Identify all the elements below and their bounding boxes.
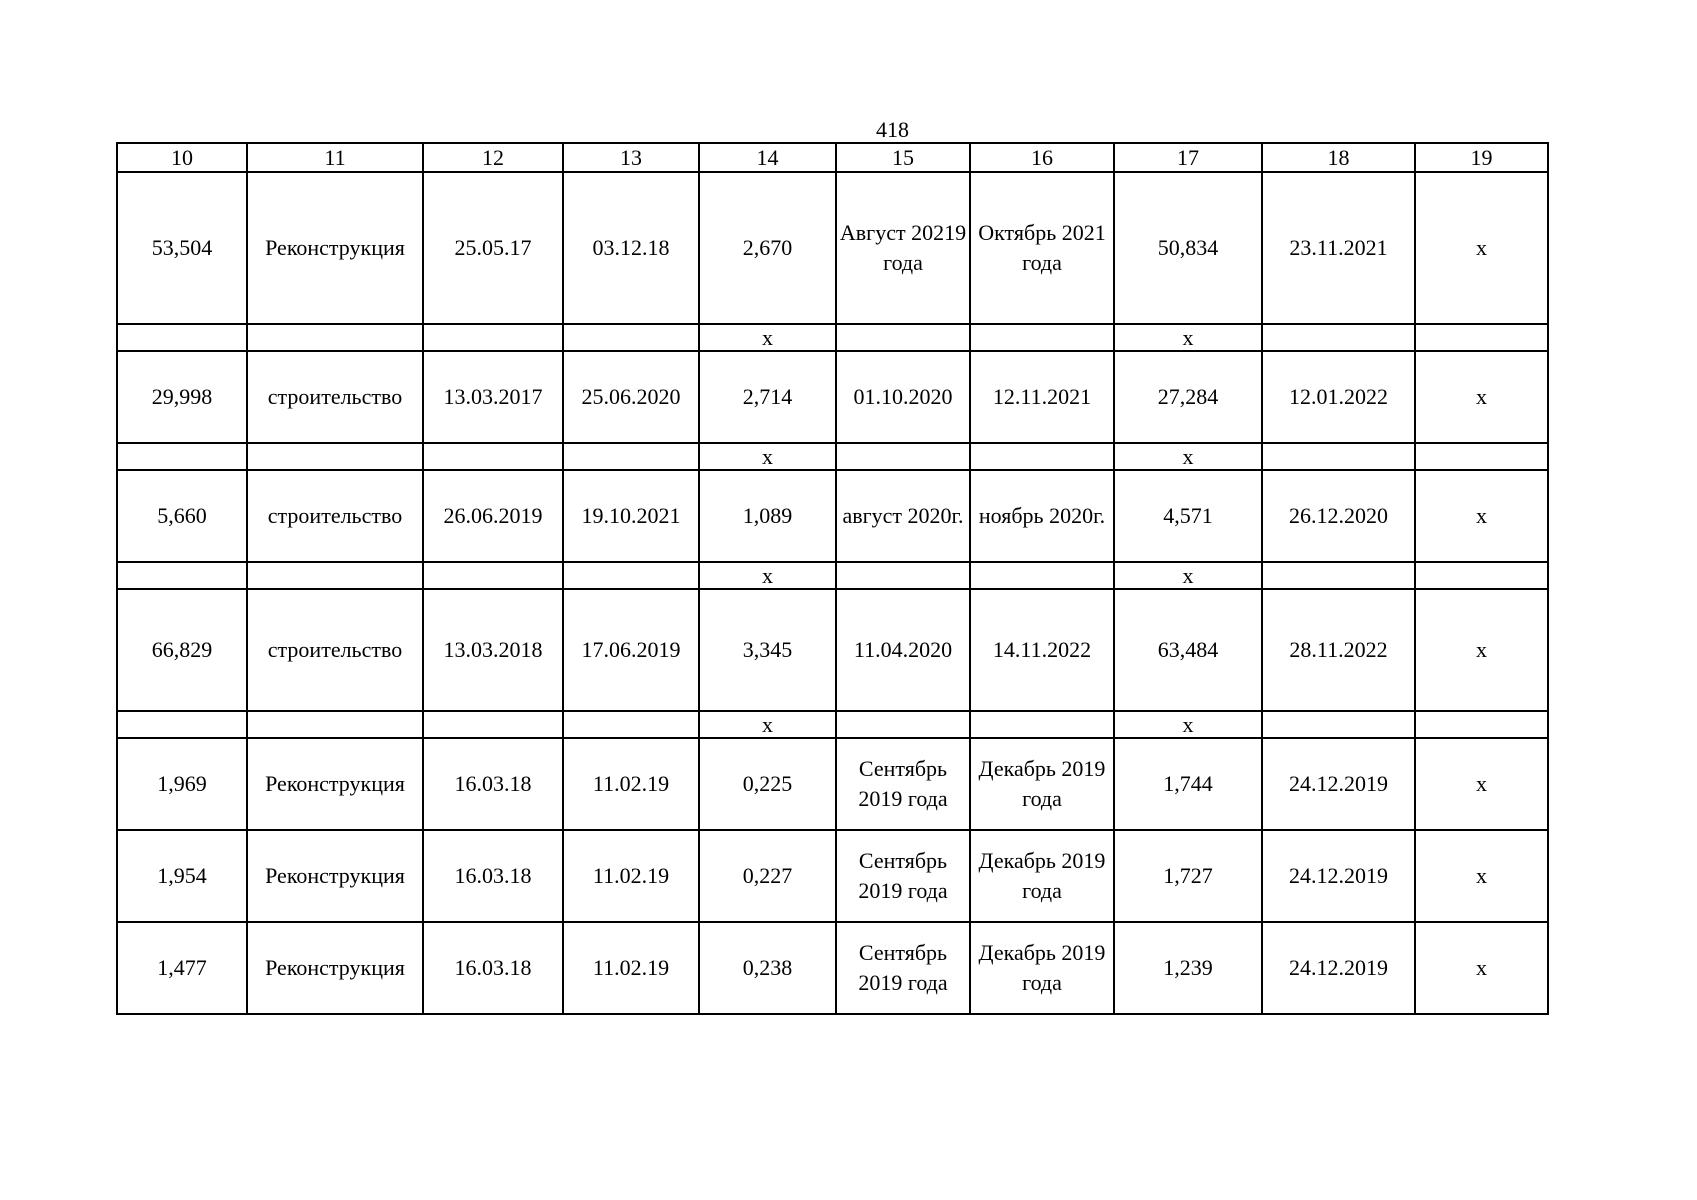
data-table — [116, 142, 1549, 1015]
table-cell: 1,744 — [1114, 738, 1262, 830]
table-cell: 63,484 — [1114, 589, 1262, 711]
table-cell: 13.03.2018 — [423, 589, 563, 711]
table-cell — [1415, 562, 1548, 589]
table-cell — [117, 324, 247, 351]
table-cell: x — [1415, 738, 1548, 830]
column-header: 12 — [423, 143, 563, 172]
table-cell: строительство — [247, 470, 423, 562]
table-body — [117, 143, 1548, 1014]
table-cell: 17.06.2019 — [563, 589, 699, 711]
table-cell — [247, 443, 423, 470]
table-cell — [970, 443, 1114, 470]
column-header: 10 — [117, 143, 247, 172]
table-cell — [247, 562, 423, 589]
table-cell — [1415, 443, 1548, 470]
table-cell: Декабрь 2019 года — [970, 922, 1114, 1014]
table-cell: 27,284 — [1114, 351, 1262, 443]
table-cell: 4,571 — [1114, 470, 1262, 562]
column-header: 16 — [970, 143, 1114, 172]
table-row — [117, 830, 1548, 922]
table-cell: x — [1415, 830, 1548, 922]
table-row — [117, 172, 1548, 324]
table-cell: Реконструкция — [247, 830, 423, 922]
separator-row — [117, 443, 1548, 470]
table-row — [117, 351, 1548, 443]
table-cell: Октябрь 2021 года — [970, 172, 1114, 324]
table-cell — [563, 324, 699, 351]
table-cell: 11.02.19 — [563, 738, 699, 830]
table-cell — [836, 443, 970, 470]
table-cell: Август 20219 года — [836, 172, 970, 324]
table-cell — [1262, 443, 1415, 470]
table-cell — [1415, 324, 1548, 351]
table-cell: Реконструкция — [247, 172, 423, 324]
table-cell: 25.06.2020 — [563, 351, 699, 443]
table-cell: 13.03.2017 — [423, 351, 563, 443]
table-cell: x — [1415, 470, 1548, 562]
table-cell: 2,670 — [699, 172, 836, 324]
table-cell: 01.10.2020 — [836, 351, 970, 443]
table-cell: Декабрь 2019 года — [970, 738, 1114, 830]
table-cell: ноябрь 2020г. — [970, 470, 1114, 562]
page-number: 418 — [876, 117, 909, 142]
column-header: 14 — [699, 143, 836, 172]
table-cell — [1262, 324, 1415, 351]
table-cell — [117, 443, 247, 470]
table-cell: x — [1114, 443, 1262, 470]
column-header: 18 — [1262, 143, 1415, 172]
table-cell: Декабрь 2019 года — [970, 830, 1114, 922]
table-cell: 16.03.18 — [423, 738, 563, 830]
table-cell: 53,504 — [117, 172, 247, 324]
table-cell: 26.06.2019 — [423, 470, 563, 562]
table-cell: 23.11.2021 — [1262, 172, 1415, 324]
table-cell — [1415, 711, 1548, 738]
table-cell: 1,239 — [1114, 922, 1262, 1014]
table-cell — [117, 711, 247, 738]
table-cell: строительство — [247, 351, 423, 443]
table-cell: 2,714 — [699, 351, 836, 443]
table-cell: x — [699, 443, 836, 470]
table-cell — [1262, 711, 1415, 738]
table-row — [117, 922, 1548, 1014]
column-header: 13 — [563, 143, 699, 172]
table-cell — [247, 324, 423, 351]
table-cell — [423, 711, 563, 738]
table-cell: Сентябрь 2019 года — [836, 830, 970, 922]
table-cell: 24.12.2019 — [1262, 830, 1415, 922]
table-cell: 29,998 — [117, 351, 247, 443]
table-cell — [423, 443, 563, 470]
table-cell: 28.11.2022 — [1262, 589, 1415, 711]
table-cell — [970, 324, 1114, 351]
table-cell: 14.11.2022 — [970, 589, 1114, 711]
table-cell: 11.04.2020 — [836, 589, 970, 711]
table-cell — [423, 324, 563, 351]
table-cell: 0,227 — [699, 830, 836, 922]
table-cell: 12.01.2022 — [1262, 351, 1415, 443]
table-cell: x — [1114, 324, 1262, 351]
separator-row — [117, 562, 1548, 589]
table-cell: Реконструкция — [247, 738, 423, 830]
table-cell: 24.12.2019 — [1262, 738, 1415, 830]
table-cell: x — [1114, 562, 1262, 589]
table-cell: x — [1415, 351, 1548, 443]
table-cell: 1,727 — [1114, 830, 1262, 922]
column-header: 19 — [1415, 143, 1548, 172]
table-cell: 03.12.18 — [563, 172, 699, 324]
separator-row — [117, 711, 1548, 738]
table-cell: Реконструкция — [247, 922, 423, 1014]
table-cell: 1,477 — [117, 922, 247, 1014]
table-cell: август 2020г. — [836, 470, 970, 562]
table-cell — [836, 562, 970, 589]
table-cell — [836, 711, 970, 738]
table-cell: x — [699, 562, 836, 589]
table-cell: 19.10.2021 — [563, 470, 699, 562]
column-header: 15 — [836, 143, 970, 172]
table-row — [117, 589, 1548, 711]
table-cell — [423, 562, 563, 589]
table-cell: 1,954 — [117, 830, 247, 922]
column-header: 11 — [247, 143, 423, 172]
table-cell: строительство — [247, 589, 423, 711]
table-cell — [563, 562, 699, 589]
table-cell — [563, 711, 699, 738]
table-cell: 50,834 — [1114, 172, 1262, 324]
table-cell — [970, 711, 1114, 738]
table-cell: 3,345 — [699, 589, 836, 711]
table-cell: 24.12.2019 — [1262, 922, 1415, 1014]
column-number-header-row — [117, 143, 1548, 172]
table-cell: x — [1415, 922, 1548, 1014]
table-cell — [836, 324, 970, 351]
table-cell — [970, 562, 1114, 589]
table-cell — [1262, 562, 1415, 589]
table-cell: 16.03.18 — [423, 830, 563, 922]
column-header: 17 — [1114, 143, 1262, 172]
table-cell: 1,969 — [117, 738, 247, 830]
table-cell: Сентябрь 2019 года — [836, 922, 970, 1014]
separator-row — [117, 324, 1548, 351]
table-cell: 66,829 — [117, 589, 247, 711]
table-row — [117, 738, 1548, 830]
table-cell — [117, 562, 247, 589]
table-cell: 0,225 — [699, 738, 836, 830]
table-cell: x — [1415, 589, 1548, 711]
table-cell: 5,660 — [117, 470, 247, 562]
table-cell: 0,238 — [699, 922, 836, 1014]
table-cell: 16.03.18 — [423, 922, 563, 1014]
table-cell: 11.02.19 — [563, 922, 699, 1014]
table-cell: 12.11.2021 — [970, 351, 1114, 443]
table-cell: x — [699, 711, 836, 738]
table-cell: 11.02.19 — [563, 830, 699, 922]
table-cell — [247, 711, 423, 738]
table-cell: Сентябрь 2019 года — [836, 738, 970, 830]
table-cell: 25.05.17 — [423, 172, 563, 324]
table-row — [117, 470, 1548, 562]
table-cell — [563, 443, 699, 470]
table-cell: 1,089 — [699, 470, 836, 562]
table-cell: x — [699, 324, 836, 351]
table-cell: 26.12.2020 — [1262, 470, 1415, 562]
table-cell: x — [1415, 172, 1548, 324]
table-cell: x — [1114, 711, 1262, 738]
